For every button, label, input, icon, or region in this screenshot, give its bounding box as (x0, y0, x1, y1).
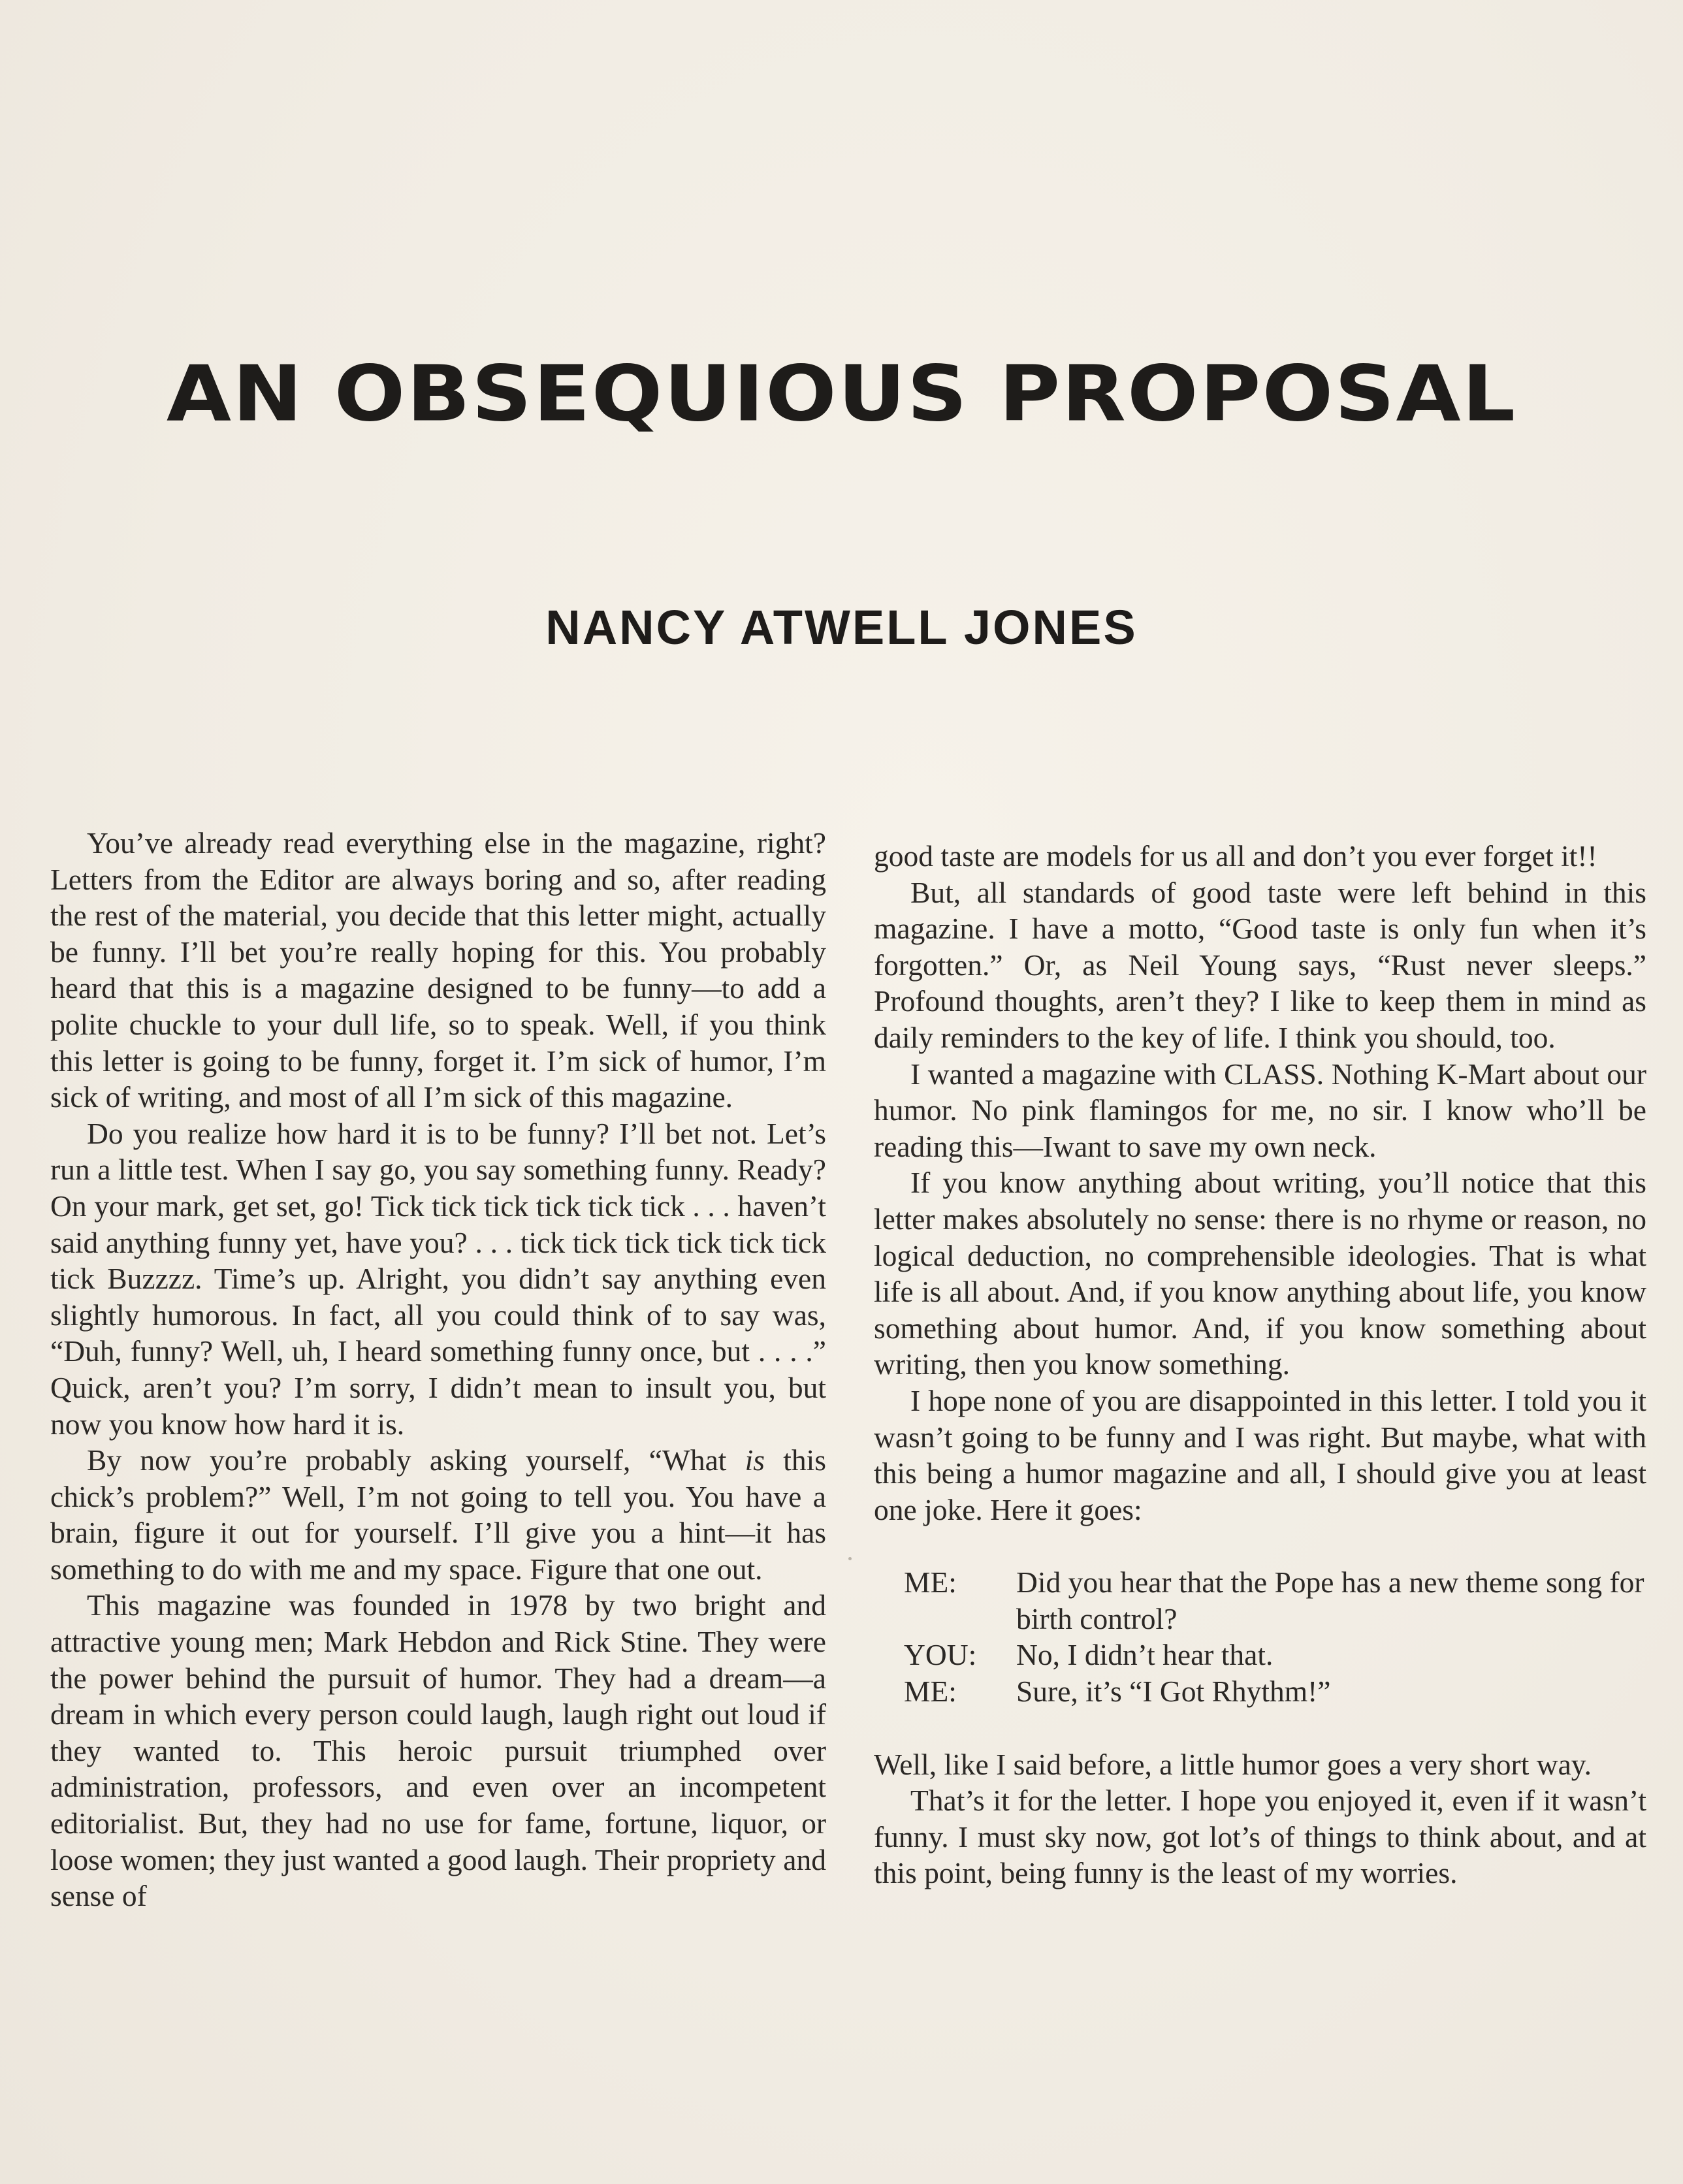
dialogue-line: Sure, it’s “I Got Rhythm!” (1016, 1675, 1331, 1709)
body-paragraph: Well, like I said before, a little humor goes a very short way. (874, 1747, 1592, 1781)
article-title: AN OBSEQUIOUS PROPOSAL (166, 349, 1517, 440)
dialogue-row (874, 1564, 1646, 1637)
left-column (50, 825, 826, 1914)
body-paragraph: But, all standards of good taste were left behind in this magazine. I have a motto, “Good taste is only fun when it’s forgotten.” Or, as Neil Young says, “Rust never sleeps.” Profound thoughts, aren’t they? I like to keep them in mind as daily reminders to the key of life. I think you should, too. (874, 875, 1646, 1054)
paragraph-text: By now you’re probably asking yourself, “What (87, 1443, 745, 1477)
emphasis-text: is (745, 1443, 765, 1477)
page-speck (848, 1557, 852, 1560)
paragraph-text: this chick’s problem?” Well, I’m not going to tell you. You have a brain, figure it out for yourself. I’ll give you a hint—it has something to do with me and my space. Figure that one out. (50, 1443, 826, 1586)
dialogue-row (874, 1637, 1646, 1673)
dialogue-speaker: ME: (904, 1566, 957, 1599)
joke-dialogue (874, 1564, 1646, 1709)
body-paragraph: You’ve already read everything else in the magazine, right? Letters from the Editor are always boring and so, after reading the rest of the material, you decide that this letter might, actually be funny. I’ll bet you’re really hoping for this. You probably heard that this is a magazine designed to be funny—to add a polite chuckle to your dull life, so to speak. Well, if you think this letter is going to be funny, forget it. I’m sick of humor, I’m sick of writing, and most of all I’m sick of this magazine. (50, 826, 826, 1114)
dialogue-row (874, 1673, 1646, 1710)
body-paragraph: If you know anything about writing, you’ll notice that this letter makes absolutely no sense: there is no rhyme or reason, no logical deduction, no comprehensible ideologies. That is what life is all about. And, if you know anything about life, you know something about humor. And, if you know something about writing, then you know something. (874, 1166, 1646, 1381)
dialogue-speaker: ME: (904, 1675, 957, 1709)
body-paragraph (50, 1442, 826, 1587)
dialogue-line: No, I didn’t hear that. (1016, 1638, 1274, 1672)
right-column (874, 838, 1646, 1891)
body-paragraph: good taste are models for us all and don’t you ever forget it!! (874, 839, 1597, 873)
body-paragraph: I wanted a magazine with CLASS. Nothing K-Mart about our humor. No pink flamingos for me, no sir. I know who’ll be reading this—Iwant to save my own neck. (874, 1057, 1646, 1163)
body-paragraph: I hope none of you are disappointed in this letter. I told you it wasn’t going to be funny and I was right. But maybe, what with this being a humor magazine and all, I should give you at least one joke. Here it goes: (874, 1383, 1646, 1526)
body-paragraph: Do you realize how hard it is to be funny? I’ll bet not. Let’s run a little test. When I say go, you say something funny. Ready? On your mark, get set, go! Tick tick tick tick tick tick . . . haven’t said anything funny yet, have you? . . . tick tick tick tick tick tick tick Buzzzz. Time’s up. Alright, you didn’t say anything even slightly humorous. In fact, all you could think of to say was, “Duh, funny? Well, uh, I heard something funny once, but . . . .” Quick, aren’t you? I’m sorry, I didn’t mean to insult you, but now you know how hard it is. (50, 1116, 826, 1441)
dialogue-speaker: YOU: (904, 1638, 977, 1672)
dialogue-line: Did you hear that the Pope has a new theme song for birth control? (1016, 1566, 1644, 1635)
body-paragraph: This magazine was founded in 1978 by two bright and attractive young men; Mark Hebdon and Rick Stine. They were the power behind the pursuit of humor. They had a dream—a dream in which every person could laugh, laugh right out loud if they wanted to. This heroic pursuit triumphed over administration, professors, and even over an incompetent editorialist. But, they had no use for fame, fortune, liquor, or loose women; they just wanted a good laugh. Their propriety and sense of (50, 1588, 826, 1913)
author-byline: NANCY ATWELL JONES (545, 600, 1138, 654)
body-paragraph: That’s it for the letter. I hope you enjoyed it, even if it wasn’t funny. I must sky now, got lot’s of things to think about, and at this point, being funny is the least of my worries. (874, 1784, 1646, 1890)
